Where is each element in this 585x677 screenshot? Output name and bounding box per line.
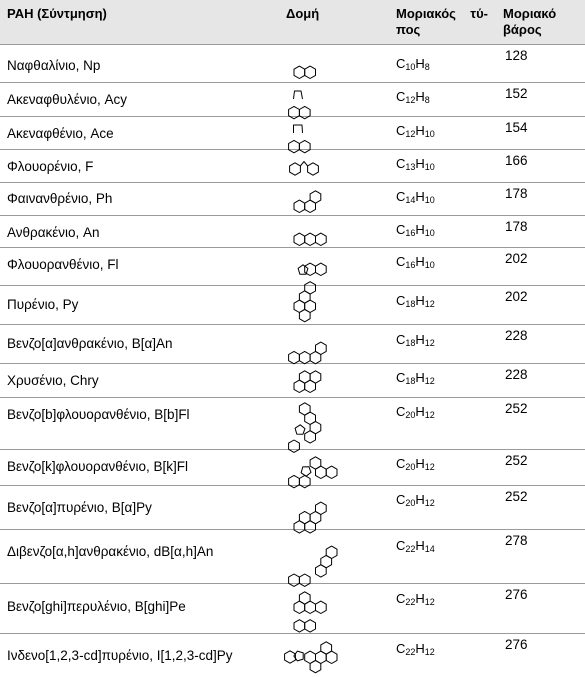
hydrogen-count: 10 — [424, 129, 435, 139]
compound-name: Χρυσένιο, Chry — [7, 373, 99, 388]
pyrene-icon — [286, 289, 334, 321]
molecular-formula: $C_{18}H_{12}$ — [396, 293, 435, 309]
compound-name: Πυρένιο, Py — [7, 297, 79, 312]
table-row — [0, 216, 585, 248]
carbon-count: 18 — [405, 338, 416, 348]
header-formula-line1: Μοριακός — [396, 6, 456, 21]
molecular-formula: $C_{13}H_{10}$ — [396, 156, 435, 172]
indeno-pyrene-icon — [286, 640, 342, 676]
header-formula-line2: πος — [396, 22, 421, 37]
header-weight-line2: βάρος — [503, 22, 542, 37]
benzo-b-fluoranthene-icon — [286, 401, 334, 447]
molecular-formula: $C_{16}H_{10}$ — [396, 222, 435, 238]
header-structure: Δομή — [286, 6, 320, 21]
hydrogen-count: 12 — [424, 597, 435, 607]
molecular-formula: $C_{16}H_{10}$ — [396, 254, 435, 270]
hydrogen-count: 14 — [424, 544, 435, 554]
compound-name: Βενζο[α]πυρένιο, B[α]Py — [7, 500, 152, 515]
chrysene-icon — [286, 369, 338, 395]
molecular-weight: 202 — [505, 289, 528, 304]
table-row — [0, 486, 585, 530]
table-row — [0, 634, 585, 677]
table-row — [0, 364, 585, 398]
molecular-weight: 252 — [505, 453, 528, 468]
fluorene-icon — [286, 156, 322, 180]
naphthalene-icon — [286, 55, 322, 79]
molecular-weight: 152 — [505, 86, 528, 101]
benzo-k-fluoranthene-icon — [286, 455, 338, 483]
molecular-weight: 128 — [505, 48, 528, 63]
hydrogen-count: 12 — [424, 376, 435, 386]
carbon-count: 16 — [405, 260, 416, 270]
carbon-count: 12 — [405, 95, 416, 105]
hydrogen-count: 12 — [424, 498, 435, 508]
carbon-count: 20 — [405, 498, 416, 508]
compound-name: Ακεναφθένιο, Ace — [7, 126, 114, 141]
acenaphthylene-icon — [286, 86, 322, 114]
compound-name: Βενζο[α]ανθρακένιο, B[α]An — [7, 336, 173, 351]
molecular-weight: 252 — [505, 489, 528, 504]
hydrogen-count: 10 — [424, 195, 435, 205]
hydrogen-count: 10 — [424, 162, 435, 172]
molecular-formula: $C_{20}H_{12}$ — [396, 404, 435, 420]
compound-name: Βενζο[ghi]περυλένιο, B[ghi]Pe — [7, 599, 186, 614]
carbon-count: 10 — [405, 62, 416, 72]
compound-name: Ακεναφθυλένιο, Acy — [7, 92, 128, 107]
hydrogen-count: 10 — [424, 228, 435, 238]
compound-name: Διβενζο[α,h]ανθρακένιο, dB[α,h]An — [7, 544, 214, 559]
molecular-formula: $C_{22}H_{12}$ — [396, 641, 435, 657]
carbon-count: 12 — [405, 129, 416, 139]
molecular-weight: 276 — [505, 637, 528, 652]
compound-name: Ναφθαλίνιο, Np — [7, 58, 101, 73]
carbon-count: 18 — [405, 376, 416, 386]
carbon-count: 13 — [405, 162, 416, 172]
table-row — [0, 325, 585, 364]
carbon-count: 20 — [405, 462, 416, 472]
table-row — [0, 398, 585, 450]
molecular-formula: $C_{14}H_{10}$ — [396, 189, 435, 205]
molecular-weight: 228 — [505, 367, 528, 382]
compound-name: Βενζο[k]φλουορανθένιο, B[k]Fl — [7, 459, 189, 474]
table-header — [0, 0, 585, 45]
molecular-formula: $C_{10}H_8$ — [396, 56, 430, 72]
table-row — [0, 248, 585, 286]
phenanthrene-icon — [286, 189, 334, 213]
compound-name: Φλουορανθένιο, Fl — [7, 257, 119, 272]
compound-name: Βενζο[b]φλουορανθένιο, B[b]Fl — [7, 407, 190, 422]
molecular-weight: 228 — [505, 328, 528, 343]
table-row — [0, 530, 585, 584]
carbon-count: 18 — [405, 299, 416, 309]
molecular-formula: $C_{12}H_8$ — [396, 89, 430, 105]
molecular-weight: 154 — [505, 120, 528, 135]
table-row — [0, 584, 585, 634]
molecular-formula: $C_{18}H_{12}$ — [396, 332, 435, 348]
molecular-formula: $C_{20}H_{12}$ — [396, 492, 435, 508]
hydrogen-count: 10 — [424, 260, 435, 270]
hydrogen-count: 8 — [424, 95, 430, 105]
molecular-formula: $C_{22}H_{14}$ — [396, 538, 435, 554]
molecular-weight: 202 — [505, 251, 528, 266]
compound-name: Ινδενο[1,2,3-cd]πυρένιο, I[1,2,3-cd]Py — [7, 648, 233, 663]
header-name: PAH (Σύντμηση) — [7, 6, 107, 21]
benzo-a-pyrene-icon — [286, 491, 338, 523]
dibenz-ah-anthracene-icon — [286, 535, 346, 577]
table-row — [0, 286, 585, 325]
benz-a-anthracene-icon — [286, 331, 338, 361]
molecular-weight: 178 — [505, 186, 528, 201]
hydrogen-count: 12 — [424, 338, 435, 348]
header-formula-line1b: τύ- — [470, 6, 488, 21]
header-formula — [396, 6, 488, 38]
molecular-formula: $C_{12}H_{10}$ — [396, 123, 435, 139]
header-weight-line1: Μοριακό — [503, 6, 557, 21]
molecular-weight: 166 — [505, 153, 528, 168]
molecular-weight: 278 — [505, 533, 528, 548]
table-row — [0, 183, 585, 216]
molecular-weight: 252 — [505, 401, 528, 416]
hydrogen-count: 12 — [424, 299, 435, 309]
molecular-weight: 178 — [505, 219, 528, 234]
carbon-count: 22 — [405, 647, 416, 657]
table-row — [0, 83, 585, 117]
carbon-count: 22 — [405, 544, 416, 554]
hydrogen-count: 12 — [424, 462, 435, 472]
compound-name: Φαινανθρένιο, Ph — [7, 191, 113, 206]
carbon-count: 20 — [405, 410, 416, 420]
table-row — [0, 450, 585, 486]
benzo-ghi-perylene-icon — [286, 590, 338, 632]
carbon-count: 16 — [405, 228, 416, 238]
hydrogen-count: 8 — [424, 62, 430, 72]
molecular-formula: $C_{20}H_{12}$ — [396, 456, 435, 472]
table-row — [0, 117, 585, 150]
carbon-count: 14 — [405, 195, 416, 205]
compound-name: Ανθρακένιο, An — [7, 225, 100, 240]
acenaphthene-icon — [286, 120, 322, 148]
table-row — [0, 150, 585, 183]
carbon-count: 22 — [405, 597, 416, 607]
molecular-weight: 276 — [505, 587, 528, 602]
molecular-formula: $C_{22}H_{12}$ — [396, 591, 435, 607]
header-weight — [503, 6, 556, 38]
compound-name: Φλουορένιο, F — [7, 159, 94, 174]
molecular-formula: $C_{18}H_{12}$ — [396, 370, 435, 386]
hydrogen-count: 12 — [424, 410, 435, 420]
table-row — [0, 45, 585, 83]
fluoranthene-icon — [286, 252, 334, 282]
hydrogen-count: 12 — [424, 647, 435, 657]
anthracene-icon — [286, 222, 334, 244]
